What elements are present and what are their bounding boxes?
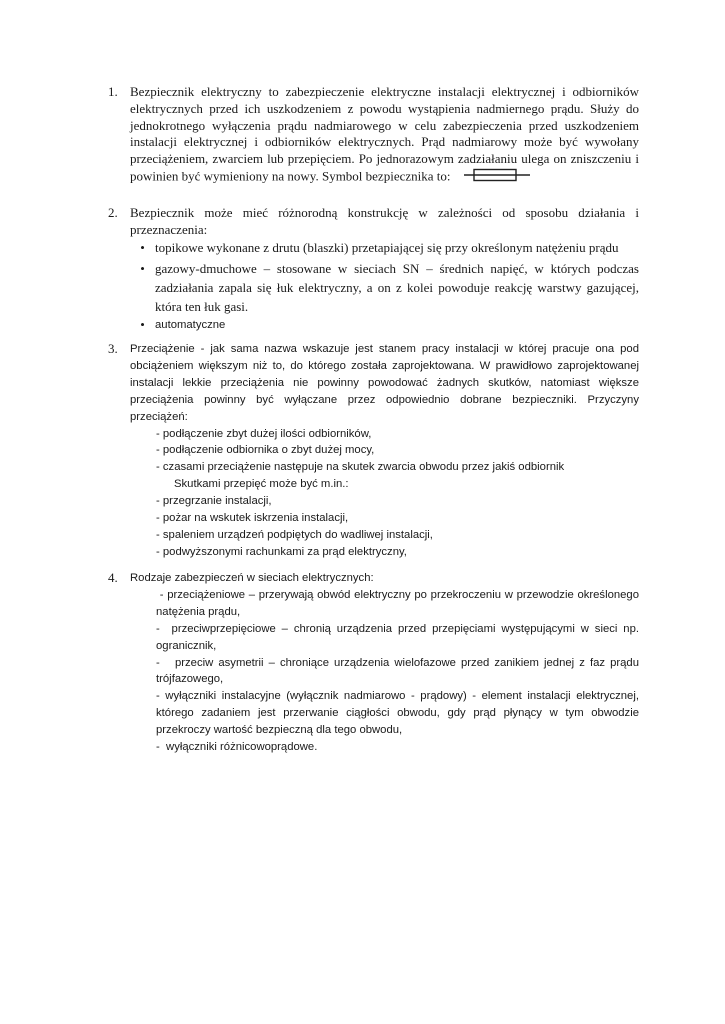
bullet-text: gazowy-dmuchowe – stosowane w sieciach SN – średnich napięć, w których podczas zadziałania zapala się łuk elektryczny, a on z kolei powoduje reakcję warstwy gazującej, która ten łuk gasi. bbox=[155, 261, 639, 315]
effects-list bbox=[156, 493, 639, 561]
section-2-text: Bezpiecznik może mieć różnorodną konstrukcję w zależności od sposobu działania i przeznaczenia: bbox=[130, 205, 639, 237]
list-item: - pożar na wskutek iskrzenia instalacji, bbox=[156, 512, 349, 525]
bullet-text: automatyczne bbox=[155, 319, 226, 332]
list-item bbox=[130, 240, 639, 257]
list-item: - przegrzanie instalacji, bbox=[156, 495, 272, 508]
section-1 bbox=[108, 84, 639, 187]
causes-list bbox=[156, 426, 639, 477]
list-item bbox=[130, 317, 639, 334]
bullet-icon: • bbox=[140, 261, 145, 277]
list-item: - przeciążeniowe – przerywają obwód elektryczny po przekroczeniu w przewodzie określonego natężenia prądu, bbox=[156, 588, 643, 618]
list-item bbox=[130, 259, 639, 316]
fuse-symbol-icon bbox=[464, 168, 530, 187]
section-2-number: 2. bbox=[108, 205, 118, 220]
bullet-icon: • bbox=[140, 239, 145, 255]
section-1-body bbox=[130, 84, 639, 187]
list-item: - wyłączniki różnicowoprądowe. bbox=[156, 741, 318, 754]
list-item: - wyłączniki instalacyjne (wyłącznik nadmiarowo - prądowy) - element instalacji elektrycznej, którego zadaniem jest przerwanie ciągłości obwodu, gdy prąd płynący w tym obwodzie przekroczy wartość bezpieczną dla tego obwodu, bbox=[156, 690, 643, 737]
section-2 bbox=[108, 205, 639, 334]
section-3-text: Przeciążenie - jak sama nazwa wskazuje jest stanem pracy instalacji w której pracuje ona pod obciążeniem większym niż to, do którego została zaprojektowana. W prawidłowo zaprojektowanej instalacji lekkie przeciążenia nie powinny powodować żadnych skutków, natomiast większe przeciążenia powinny być wyłączane przez odpowiednio dobrane bezpieczniki. Przyczyny przeciążeń: bbox=[130, 343, 639, 423]
section-3-number: 3. bbox=[108, 341, 118, 356]
section-3 bbox=[108, 341, 639, 561]
list-item: - spaleniem urządzeń podpiętych do wadliwej instalacji, bbox=[156, 528, 433, 541]
bullet-text: topikowe wykonane z drutu (blaszki) przetapiającej się przy określonym natężeniu prądu bbox=[155, 239, 619, 255]
section-1-number: 1. bbox=[108, 84, 118, 99]
section-4-body bbox=[130, 570, 643, 756]
section-4-text: Rodzaje zabezpieczeń w sieciach elektrycznych: bbox=[130, 572, 374, 584]
bullet-icon: • bbox=[140, 317, 145, 333]
section-2-body bbox=[130, 205, 639, 334]
list-item: - czasami przeciążenie następuje na skutek zwarcia obwodu przez jakiś odbiornik bbox=[156, 461, 565, 474]
list-item: - przeciw asymetrii – chroniące urządzenia wielofazowe przed zanikiem jednej z faz prądu trójfazowego, bbox=[156, 656, 643, 686]
list-item: - podwyższonymi rachunkami za prąd elektryczny, bbox=[156, 545, 407, 558]
section-1-text: Bezpiecznik elektryczny to zabezpieczenie elektryczne instalacji elektrycznej i odbiorników elektrycznych przed ich uszkodzeniem z powodu wystąpienia nadmiernego prądu. Służy do jednokrotnego wyłączenia prądu nadmiarowego w celu zabezpieczenia przed uszkodzeniem instalacji elektrycznej i odbiorników elektrycznych. Prąd nadmiarowy może być wywołany przeciążeniem, zwarciem lub przepięciem. Po jednorazowym zadziałaniu ulega on zniszczeniu i powinien być wymieniony na nowy. Symbol bezpiecznika to: bbox=[130, 84, 639, 184]
protections-list bbox=[156, 587, 643, 756]
list-item: - podłączenie odbiornika o zbyt dużej mocy, bbox=[156, 444, 375, 457]
effects-title: Skutkami przepięć może być m.in.: bbox=[174, 478, 349, 491]
list-item: - przeciwprzepięciowe – chronią urządzenia przed przepięciami występującymi w sieci np. ogranicznik, bbox=[156, 622, 643, 652]
section-4 bbox=[108, 570, 643, 756]
section-4-number: 4. bbox=[108, 570, 118, 585]
section-3-body bbox=[130, 341, 639, 561]
list-item: - podłączenie zbyt dużej ilości odbiorników, bbox=[156, 427, 372, 440]
